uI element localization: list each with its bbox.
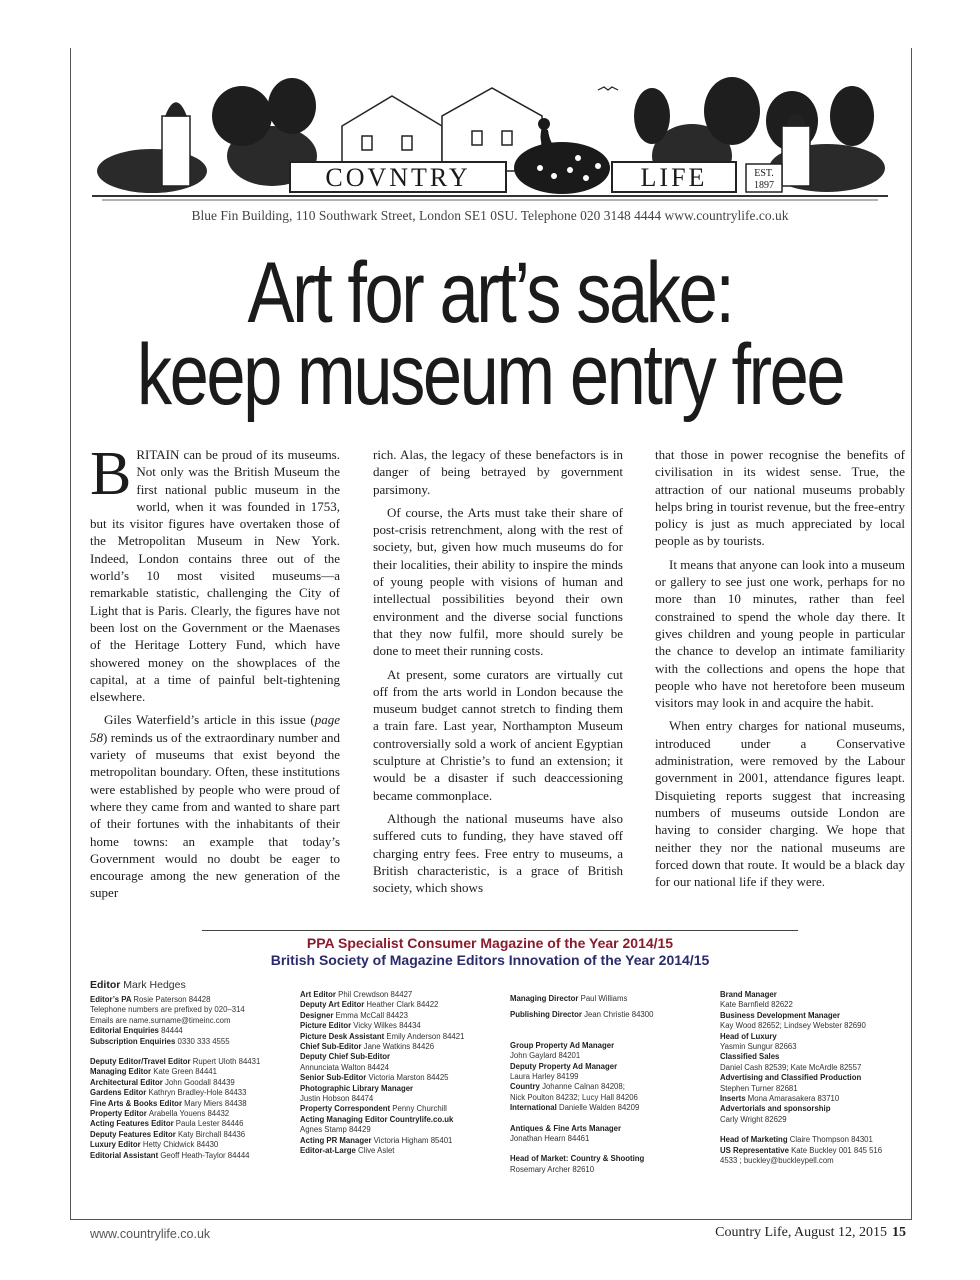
- staff-credit: [300, 1073, 500, 1083]
- staff-credit: [300, 1063, 500, 1073]
- staff-name: Yasmin Sungur 82663: [720, 1042, 797, 1052]
- staff-credit: [300, 1052, 500, 1062]
- staff-name: Clive Aslet: [358, 1146, 395, 1156]
- footer-issue: Country Life, August 12, 2015 15: [715, 1225, 906, 1240]
- staff-name: Victoria Higham 85401: [373, 1135, 453, 1145]
- staff-credit: [510, 1093, 710, 1103]
- staff-credit: [720, 1073, 910, 1083]
- staff-credit: [300, 1115, 500, 1125]
- staff-role: Country: [510, 1082, 543, 1092]
- bird-icon: [598, 87, 618, 90]
- footer-url[interactable]: www.countrylife.co.uk: [90, 1227, 211, 1241]
- staff-name: Justin Hobson 84474: [300, 1094, 374, 1104]
- staff-role: Subscription Enquiries: [90, 1036, 178, 1046]
- staff-credit: [300, 1146, 500, 1156]
- staff-credit: [720, 1032, 910, 1042]
- staff-credit: [720, 1084, 910, 1094]
- staff-name: Emma McCall 84423: [335, 1010, 408, 1020]
- country-life-masthead: [92, 76, 888, 206]
- staff-credit: [720, 1063, 910, 1073]
- staff-column-3: [510, 994, 710, 1175]
- staff-role: Head of Luxury: [720, 1031, 777, 1041]
- staff-name: Kate Barnfield 82622: [720, 1000, 793, 1010]
- staff-role: Deputy Editor/Travel Editor: [90, 1057, 193, 1067]
- staff-role: Picture Editor: [300, 1021, 354, 1031]
- staff-credit: [90, 1026, 285, 1036]
- staff-credit: [720, 1042, 910, 1052]
- staff-role: Advertorials and sponsorship: [720, 1104, 831, 1114]
- paragraph: Giles Waterfield’s article in this issue (page 58) reminds us of the extraordinary number and variety of museums that exist beyond the metropolitan boundary. Often, these institutions were established by people who were proud of where they came from and wanted to share part of their fortunes with the inhabitants of their home towns: an example that today’s Government would no doubt be eager to encourage among the new generation of the super: [90, 712, 340, 901]
- staff-name: Heather Clark 84422: [366, 1000, 439, 1010]
- staff-role: Architectural Editor: [90, 1077, 165, 1087]
- staff-name: Emails are name.surname@timeinc.com: [90, 1015, 231, 1025]
- staff-name: Paula Lester 84446: [175, 1119, 244, 1129]
- staff-name: Claire Thompson 84301: [789, 1135, 873, 1145]
- staff-role: Deputy Property Ad Manager: [510, 1061, 618, 1071]
- staff-role: Advertising and Classified Production: [720, 1073, 862, 1083]
- staff-name: Emily Anderson 84421: [386, 1031, 465, 1041]
- staff-role: Deputy Chief Sub-Editor: [300, 1052, 391, 1062]
- headline-line-2: keep museum entry free: [136, 327, 844, 423]
- masthead-address: Blue Fin Building, 110 Southwark Street, London SE1 0SU. Telephone 020 3148 4444 www.countrylife.co.uk: [191, 208, 789, 223]
- staff-role: Property Editor: [90, 1109, 149, 1119]
- staff-role: Deputy Art Editor: [300, 1000, 367, 1010]
- staff-role: Acting Features Editor: [90, 1119, 176, 1129]
- staff-name: Rosemary Archer 82610: [510, 1164, 595, 1174]
- staff-role: Acting PR Manager: [300, 1135, 374, 1145]
- staff-role: Editor’s PA: [90, 995, 134, 1004]
- staff-credit: [300, 1000, 500, 1010]
- paragraph: It means that anyone can look into a museum or gallery to see just one work, perhaps for no more than 10 minutes, rather than feel constrained to spend the whole day there. It gives children and young people in particular the chance to develop an intimate familiarity with the collections and opens the hope that people who have not heretofore been museum visitors may look in and acquire the habit.: [655, 556, 905, 711]
- staff-credit: [90, 1057, 285, 1067]
- staff-name: Kathryn Bradley-Hole 84433: [148, 1088, 247, 1098]
- staff-credit: [300, 1136, 500, 1146]
- staff-credit: [90, 995, 285, 1005]
- staff-role: Photographic Library Manager: [300, 1083, 414, 1093]
- staff-role: Gardens Editor: [90, 1088, 149, 1098]
- staff-credit: [720, 1135, 910, 1145]
- paragraph: At present, some curators are virtually cut off from the arts world in London because the museum budget cannot stretch to finding them a train fare. Last year, Northampton Museum controversially sold a work of ancient Egyptian sculpture at Christie’s to fund an extension; it would be a disaster if such deaccessioning became commonplace.: [373, 666, 623, 803]
- staff-name: Rosie Paterson 84428: [133, 995, 211, 1004]
- staff-credit: [510, 1062, 710, 1072]
- staff-name: Jean Christie 84300: [584, 1010, 654, 1020]
- staff-credit: [510, 1165, 710, 1175]
- staff-credit: [510, 994, 710, 1004]
- staff-credit: [90, 1005, 285, 1015]
- staff-credit: [300, 1094, 500, 1104]
- masthead-right-word: LIFE: [640, 163, 708, 192]
- staff-name: Johanne Calnan 84208;: [542, 1082, 625, 1092]
- staff-credit: [90, 1067, 285, 1077]
- divider: [202, 930, 798, 931]
- staff-credit: [510, 1051, 710, 1061]
- staff-name: Vicky Wilkes 84434: [353, 1021, 421, 1031]
- staff-role: Fine Arts & Books Editor: [90, 1098, 185, 1108]
- staff-role: Editorial Assistant: [90, 1150, 161, 1160]
- paragraph: BRITAIN can be proud of its museums. Not only was the British Museum the first national public museum in the world, when it was founded in 1753, but its visitor figures have overtaken those of the Metropolitan Museum in New York. Indeed, London contains three out of the world’s 10 most visited museums—a remarkable statistic, challenging the City of Light that is Paris. Clearly, the figures have not been lost on the Government or the Maenases of the Heritage Lottery Fund, which have showered money on the showplaces of the capital, at a time of painful belt-tightening elsewhere.: [90, 440, 340, 705]
- staff-credit: [510, 1103, 710, 1113]
- staff-role: Editorial Enquiries: [90, 1026, 162, 1036]
- staff-role: Editor-at-Large: [300, 1146, 359, 1156]
- article-body: [90, 440, 906, 916]
- staff-name: Geoff Heath-Taylor 84444: [160, 1150, 250, 1160]
- staff-name: Telephone numbers are prefixed by 020–314: [90, 1005, 245, 1015]
- staff-name: Annunciata Walton 84424: [300, 1062, 390, 1072]
- staff-credit: [510, 1072, 710, 1082]
- paragraph: that those in power recognise the benefits of civilisation in its widest sense. True, the attraction of our national museums probably helps bring in tourist revenue, but the free-entry policy is just as much appreciated by local people as by tourists.: [655, 447, 905, 549]
- staff-role: Business Development Manager: [720, 1010, 841, 1020]
- staff-name: Mary Miers 84438: [184, 1098, 247, 1108]
- staff-credit: [720, 1115, 910, 1125]
- staff-name: Kate Buckley 001 845 516: [791, 1145, 883, 1155]
- staff-name: Victoria Marston 84425: [368, 1073, 449, 1083]
- award-line-ppa: PPA Specialist Consumer Magazine of the Year 2014/15: [306, 935, 674, 951]
- staff-credit: [720, 1094, 910, 1104]
- staff-credit: [510, 1134, 710, 1144]
- staff-credit: [90, 1088, 285, 1098]
- staff-credit: [510, 1082, 710, 1092]
- staff-credit: [510, 1041, 710, 1051]
- staff-credit: [720, 1021, 910, 1031]
- staff-credit: [720, 990, 910, 1000]
- masthead-est-label: EST.: [754, 168, 774, 179]
- staff-name: John Goodall 84439: [164, 1077, 235, 1087]
- staff-credit: [720, 1000, 910, 1010]
- staff-name: Kay Wood 82652; Lindsey Webster 82690: [720, 1021, 866, 1031]
- staff-column-4: [720, 990, 910, 1167]
- staff-name: John Gaylard 84201: [510, 1051, 581, 1061]
- staff-role: Picture Desk Assistant: [300, 1031, 387, 1041]
- staff-role: Senior Sub-Editor: [300, 1073, 369, 1083]
- staff-credit: [90, 1109, 285, 1119]
- staff-role: Luxury Editor: [90, 1140, 143, 1150]
- staff-role: Publishing Director: [510, 1010, 585, 1020]
- staff-credit: [720, 1156, 910, 1166]
- staff-credit: [720, 1104, 910, 1114]
- staff-name: Katy Birchall 84436: [177, 1129, 246, 1139]
- staff-role: Designer: [300, 1010, 336, 1020]
- staff-name: Kate Green 84441: [153, 1067, 217, 1077]
- paragraph: Although the national museums have also suffered cuts to funding, they have staved off charging entry fees. Free entry to museums, a British characteristic, is a grace of British society, which shows: [373, 810, 623, 896]
- staff-credit: [300, 1104, 500, 1114]
- editor-credit: Editor Mark Hedges: [90, 979, 186, 991]
- paragraph: Of course, the Arts must take their share of post-crisis retrenchment, along with the rest of society, but, given how much museums do for their localities, their ability to inspire the minds of young people with visions of human and intellectual possibilities beyond their own environment and the diverse social functions that they now fulfil, more should surely be done to meet their running costs.: [373, 504, 623, 659]
- staff-column-2: [300, 990, 500, 1157]
- staff-credit: [300, 1042, 500, 1052]
- staff-name: Agnes Stamp 84429: [300, 1125, 371, 1135]
- staff-credit: [300, 1011, 500, 1021]
- article-column-2: [373, 446, 623, 896]
- paragraph: When entry charges for national museums, introduced under a Conservative administration, were removed by the Labour government in 2001, attendance figures leapt. Disquieting reports suggest that increasing numbers of museums outside London are having to consider charging. We hope that neither they nor the national museums are forced down that route. It would be a black day for our national life if they were.: [655, 718, 905, 890]
- staff-name: Jonathan Hearn 84461: [510, 1134, 590, 1144]
- staff-role: Managing Editor: [90, 1067, 154, 1077]
- staff-role: International: [510, 1103, 559, 1113]
- staff-name: Hetty Chidwick 84430: [142, 1140, 219, 1150]
- headline-line-1: Art for art’s sake:: [247, 245, 733, 341]
- article-column-3: [655, 446, 905, 890]
- staff-name: 0330 333 4555: [177, 1036, 230, 1046]
- staff-credit: [300, 1125, 500, 1135]
- staff-credit: [90, 1130, 285, 1140]
- staff-name: Jane Watkins 84426: [363, 1042, 435, 1052]
- staff-name: Stephen Turner 82681: [720, 1083, 798, 1093]
- staff-role: Deputy Features Editor: [90, 1129, 178, 1139]
- award-line-bsme: British Society of Magazine Editors Innovation of the Year 2014/15: [270, 952, 710, 968]
- staff-column-1: [90, 978, 285, 1161]
- staff-name: Phil Crewdson 84427: [338, 990, 413, 999]
- staff-credit: [90, 1037, 285, 1047]
- drop-cap: B: [90, 440, 132, 508]
- staff-name: Laura Harley 84199: [510, 1072, 579, 1082]
- staff-credit: [90, 1099, 285, 1109]
- staff-name: Carly Wright 82629: [720, 1114, 787, 1124]
- staff-role: Managing Director: [510, 994, 581, 1003]
- staff-role: Group Property Ad Manager: [510, 1040, 615, 1050]
- staff-name: Penny Churchill: [392, 1104, 447, 1114]
- article-column-1: [90, 440, 340, 902]
- staff-name: 84444: [161, 1026, 183, 1036]
- staff-credit: [720, 1146, 910, 1156]
- staff-credit: [90, 1119, 285, 1129]
- masthead-est-year: 1897: [754, 180, 774, 191]
- staff-credit: [510, 1154, 710, 1164]
- staff-role: Acting Managing Editor Countrylife.co.uk: [300, 1114, 454, 1124]
- staff-name: Rupert Uloth 84431: [192, 1057, 261, 1067]
- staff-name: Mona Amarasakera 83710: [747, 1094, 840, 1104]
- staff-role: Property Correspondent: [300, 1104, 393, 1114]
- staff-credit: [300, 1032, 500, 1042]
- staff-name: Nick Poulton 84232; Lucy Hall 84206: [510, 1092, 638, 1102]
- staff-credit: [720, 1052, 910, 1062]
- staff-role: Classified Sales: [720, 1052, 780, 1062]
- paragraph: rich. Alas, the legacy of these benefactors is in danger of being betrayed by government parsimony.: [373, 447, 623, 497]
- staff-role: Antiques & Fine Arts Manager: [510, 1123, 622, 1133]
- staff-credit: [720, 1011, 910, 1021]
- staff-credit: [90, 1140, 285, 1150]
- staff-credit: [90, 1016, 285, 1026]
- staff-name: Paul Williams: [580, 994, 628, 1003]
- staff-name: Daniel Cash 82539; Kate McArdle 82557: [720, 1062, 862, 1072]
- staff-name: Arabella Youens 84432: [148, 1109, 230, 1119]
- staff-role: Brand Manager: [720, 990, 777, 999]
- staff-name: Danielle Walden 84209: [558, 1103, 640, 1113]
- staff-credit: [90, 1151, 285, 1161]
- staff-credit: [90, 1078, 285, 1088]
- staff-role: Chief Sub-Editor: [300, 1042, 364, 1052]
- staff-role: Inserts: [720, 1094, 748, 1104]
- staff-role: US Representative: [720, 1145, 792, 1155]
- staff-credit: [510, 1124, 710, 1134]
- staff-credit: [300, 1021, 500, 1031]
- staff-credit: [510, 1010, 710, 1020]
- staff-role: Head of Marketing: [720, 1135, 790, 1145]
- staff-role: Head of Market: Country & Shooting: [510, 1154, 645, 1164]
- staff-credit: [300, 1084, 500, 1094]
- page-number: 15: [892, 1225, 906, 1240]
- headline: [88, 245, 892, 423]
- staff-name: 4533 ; buckley@buckleypell.com: [720, 1156, 834, 1166]
- staff-credit: [300, 990, 500, 1000]
- masthead-left-word: COVNTRY: [325, 163, 471, 192]
- staff-role: Art Editor: [300, 990, 339, 999]
